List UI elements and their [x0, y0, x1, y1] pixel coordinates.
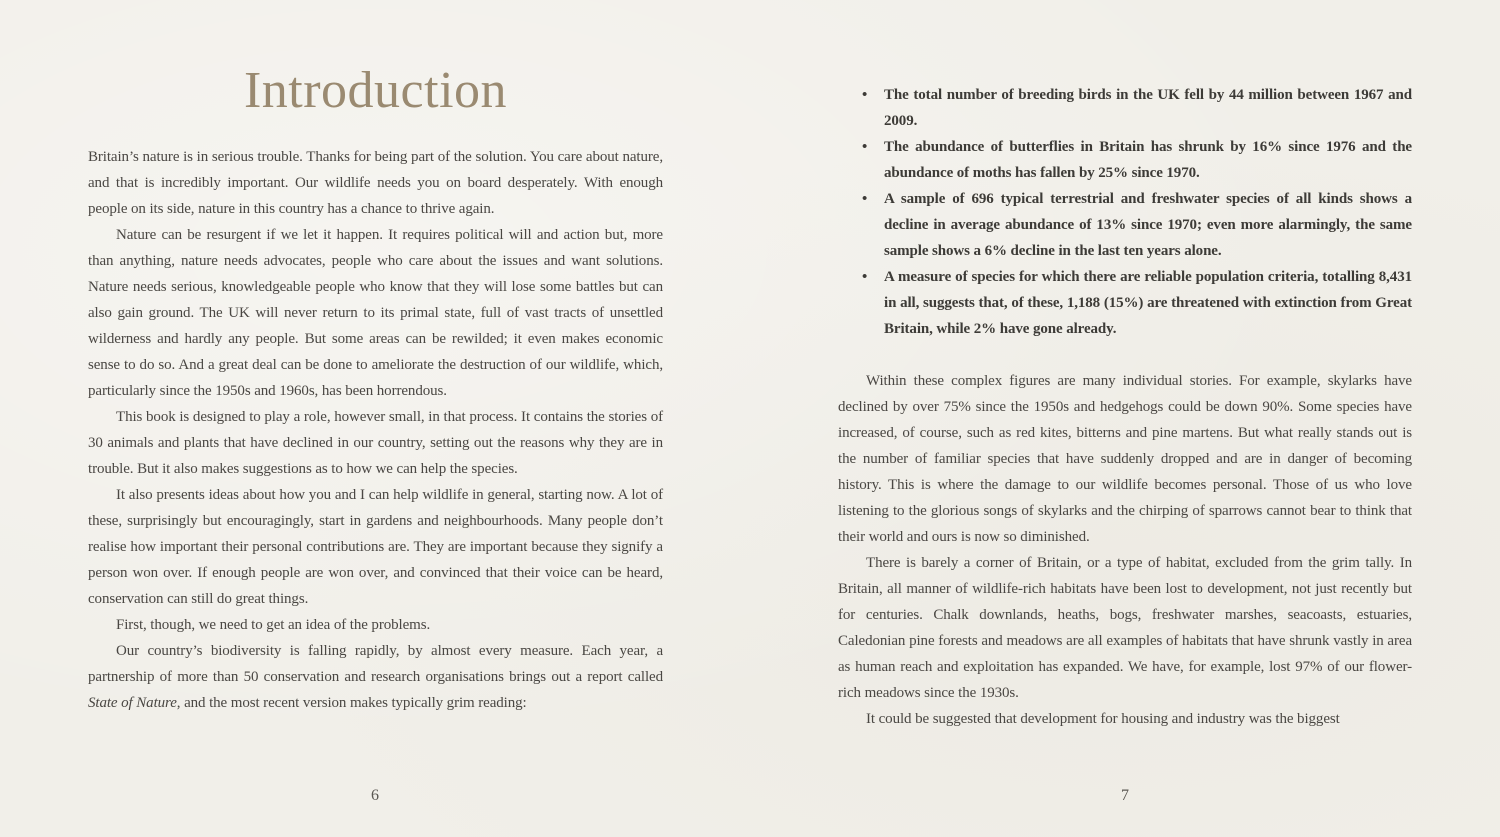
paragraph [838, 368, 1412, 550]
page-number-right: 7 [1121, 787, 1129, 804]
bullet-item: • The total number of breeding birds in the UK fell by 44 million between 1967 and 2009. [862, 82, 1412, 134]
paragraph [838, 550, 1412, 706]
paragraph [88, 638, 663, 716]
text-segment: Our country’s biodiversity is falling rapidly, by almost every measure. Each year, a partnership of more than 50 conservation and research organisations brings out a report called [88, 643, 663, 686]
page-right [750, 0, 1500, 837]
paragraph [88, 482, 663, 612]
text-segment: First, though, we need to get an idea of the problems. [116, 617, 431, 634]
text-segment: Nature can be resurgent if we let it happen. It requires political will and action but, more than anything, nature needs advocates, people who care about the issues and want solutions. Nature needs serious, knowledgeable people who know that they will lose some battles but can also gain ground. The UK will never return to its primal state, full of vast tracts of unsettled wilderness and hardly any people. But some areas can be rewilded; it even makes economic sense to do so. And a great deal can be done to ameliorate the destruction of our wildlife, which, particularly since the 1950s and 1960s, has been horrendous. [88, 227, 663, 400]
text-segment: It also presents ideas about how you and I can help wildlife in general, starting now. A lot of these, surprisingly but encouragingly, start in gardens and neighbourhoods. Many people don’t realise how important their personal contributions are. They are important because they signify a person won over. If enough people are won over, and convinced that their voice can be heard, conservation can still do great things. [88, 487, 663, 608]
text-segment: Within these complex figures are many individual stories. For example, skylarks have declined by over 75% since the 1950s and hedgehogs could be down 90%. Some species have increased, of course, such as red kites, bitterns and pine martens. But what really stands out is the number of familiar species that have suddenly dropped and are in danger of becoming history. This is where the damage to our wildlife becomes personal. Those of us who love listening to the glorious songs of skylarks and the chirping of sparrows cannot bear to think that their world and ours is now so diminished. [838, 373, 1412, 545]
bullet-item: • The abundance of butterflies in Britain has shrunk by 16% since 1976 and the abundance of moths has fallen by 25% since 1970. [862, 134, 1412, 186]
left-page-body [88, 144, 663, 716]
italic-book-title: State of Nature [88, 695, 177, 712]
bullet-item: • A measure of species for which there are reliable population criteria, totalling 8,431 in all, suggests that, of these, 1,188 (15%) are threatened with extinction from Great Britain, while 2% have gone already. [862, 264, 1412, 342]
text-segment: It could be suggested that development for housing and industry was the biggest [866, 711, 1340, 727]
text-segment: Britain’s nature is in serious trouble. Thanks for being part of the solution. You care about nature, and that is incredibly important. Our wildlife needs you on board desperately. With enough people on its side, nature in this country has a chance to thrive again. [88, 149, 663, 218]
paragraph [88, 404, 663, 482]
chapter-title: Introduction [243, 62, 508, 119]
paragraph [88, 612, 663, 638]
statistics-bullet-list [838, 82, 1412, 342]
text-segment: There is barely a corner of Britain, or a type of habitat, excluded from the grim tally. In Britain, all manner of wildlife-rich habitats have been lost to development, not just recently but for centuries. Chalk downlands, heaths, bogs, freshwater marshes, seacoasts, estuaries, Caledonian pine forests and meadows are all examples of habitats that have shrunk vastly in area as human reach and exploitation has expanded. We have, for example, lost 97% of our flower-rich meadows since the 1930s. [838, 555, 1412, 701]
text-segment: , and the most recent version makes typically grim reading: [176, 695, 527, 712]
text-segment: This book is designed to play a role, however small, in that process. It contains the stories of 30 animals and plants that have declined in our country, setting out the reasons why they are in trouble. But it also makes suggestions as to how we can help the species. [88, 409, 663, 478]
right-page-body [838, 368, 1412, 732]
paragraph [88, 222, 663, 404]
paragraph [838, 706, 1412, 732]
page-number-left: 6 [371, 787, 379, 804]
paragraph [88, 144, 663, 222]
bullet-item: • A sample of 696 typical terrestrial and freshwater species of all kinds shows a decline in average abundance of 13% since 1970; even more alarmingly, the same sample shows a 6% decline in the last ten years alone. [862, 186, 1412, 264]
